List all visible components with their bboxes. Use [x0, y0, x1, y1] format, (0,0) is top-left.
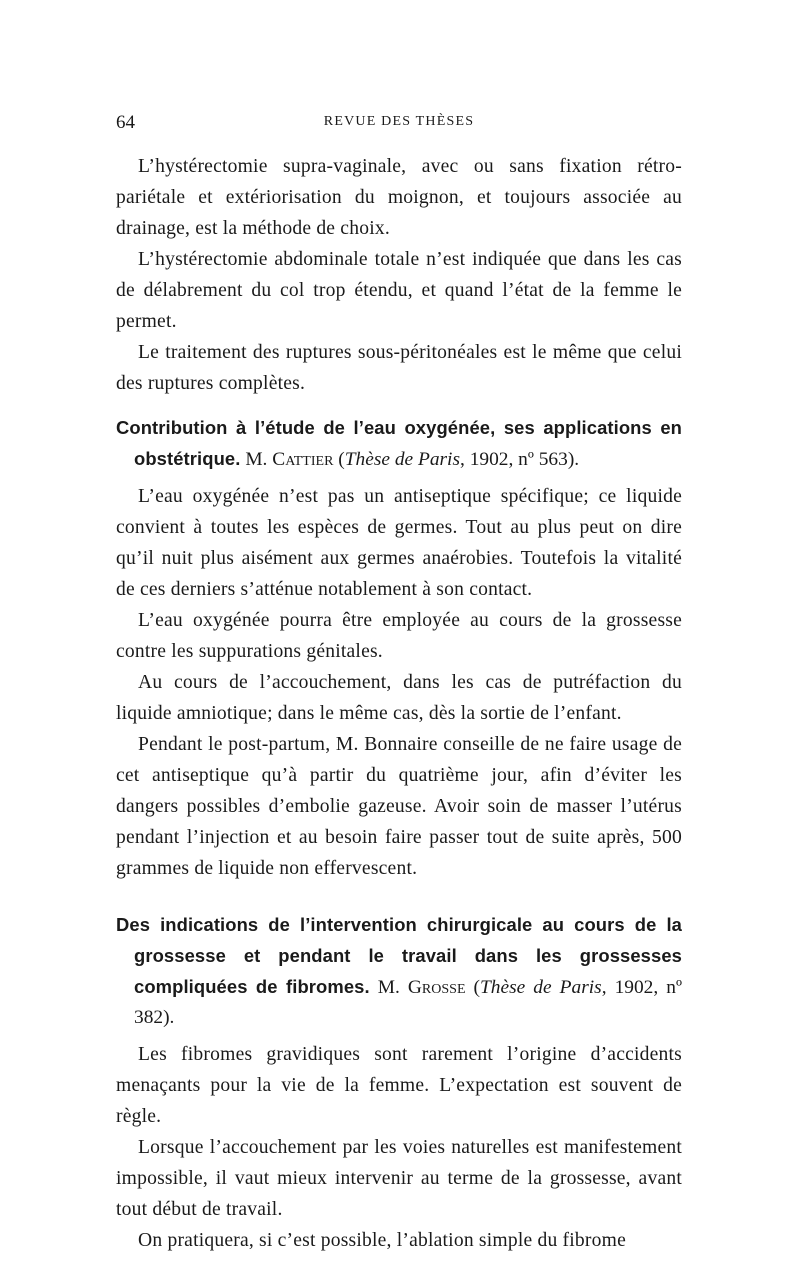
- journal-title: REVUE DES THÈSES: [323, 114, 475, 129]
- author-name: Grosse: [407, 977, 466, 998]
- section-title: Des indications de l’intervention chirurgicale au cours de la grossesse et pendant le travail dans les grossesses compliquées de fibromes.: [116, 914, 682, 997]
- body-paragraph: L’hystérectomie supra-vaginale, avec ou sans fixation rétro-pariétale et extériorisation du moignon, et toujours associée au drainage, est la méthode de choix.: [116, 156, 682, 239]
- body-paragraph: Le traitement des ruptures sous-péritonéales est le même que celui des ruptures complètes.: [116, 342, 682, 394]
- author-prefix: M.: [245, 449, 268, 470]
- body-paragraph: Lorsque l’accouchement par les voies naturelles est manifestement impossible, il vaut mieux intervenir au terme de la grossesse, avant tout début de travail.: [116, 1137, 682, 1220]
- section-heading: Contribution à l’étude de l’eau oxygénée, ses applications en obstétrique. M. Cattier (Thèse de Paris, 1902, nº 563).: [116, 417, 682, 470]
- reference-details: 1902, nº 563: [469, 449, 568, 470]
- body-paragraph: On pratiquera, si c’est possible, l’ablation simple du fibrome: [138, 1230, 626, 1251]
- body-paragraph: Les fibromes gravidiques sont rarement l’origine d’accidents menaçants pour la vie de la femme. L’expectation est souvent de règle.: [116, 1044, 682, 1127]
- page-number: 64: [116, 112, 135, 133]
- document-page: [116, 112, 682, 1256]
- intro-section: [116, 151, 682, 399]
- section-body: [116, 1039, 682, 1256]
- body-paragraph: L’eau oxygénée pourra être employée au cours de la grossesse contre les suppurations génitales.: [116, 610, 682, 662]
- section-title: Contribution à l’étude de l’eau oxygénée, ses applications en obstétrique.: [116, 417, 682, 469]
- body-paragraph: L’eau oxygénée n’est pas un antiseptique spécifique; ce liquide convient à toutes les espèces de germes. Tout au plus peut on dire qu’il nuit plus aisément aux germes anaérobies. Toutefois la vitalité de ces derniers s’atténue notablement à son contact.: [116, 486, 682, 600]
- author-name: Cattier: [272, 449, 334, 470]
- running-header: [116, 112, 682, 142]
- reference-title: Thèse de Paris: [344, 449, 460, 470]
- body-paragraph: Pendant le post-partum, M. Bonnaire conseille de ne faire usage de cet antiseptique qu’à partir du quatrième jour, afin d’éviter les dangers possibles d’embolie gazeuse. Avoir soin de masser l’utérus pendant l’injection et au besoin faire passer tout de suite après, 500 grammes de liquide non effervescent.: [116, 734, 682, 879]
- section-heading: Des indications de l’intervention chirurgicale au cours de la grossesse et pendant le travail dans les grossesses compliquées de fibromes. M. Grosse (Thèse de Paris, 1902, nº 382).: [116, 914, 682, 1028]
- section-body: [116, 481, 682, 884]
- reference-details: 1902, nº 382: [134, 977, 682, 1028]
- author-prefix: M.: [377, 977, 400, 998]
- reference-title: Thèse de Paris: [480, 977, 602, 998]
- body-paragraph: Au cours de l’accouchement, dans les cas de putréfaction du liquide amniotique; dans le même cas, dès la sortie de l’enfant.: [116, 672, 682, 724]
- body-paragraph: L’hystérectomie abdominale totale n’est indiquée que dans les cas de délabrement du col trop étendu, et quand l’état de la femme le permet.: [116, 249, 682, 332]
